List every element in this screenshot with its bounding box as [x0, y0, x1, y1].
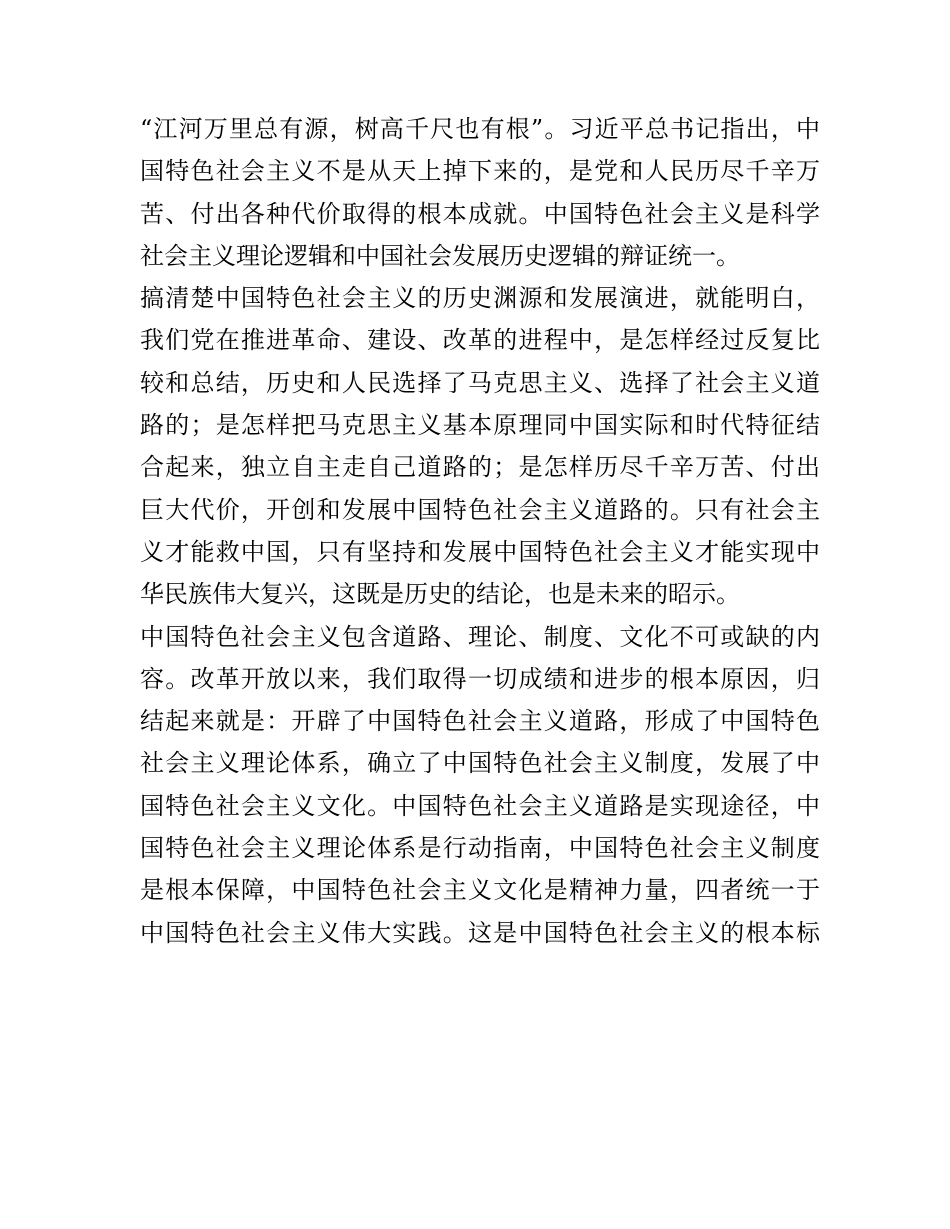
text-line: 国特色社会主义文化。中国特色社会主义道路是实现途径，中 — [140, 791, 820, 820]
text-line: “江河万里总有源，树高千尺也有根”。习近平总书记指出，中 — [140, 115, 820, 143]
text-line: 我们党在推进革命、建设、改革的进程中，是怎样经过反复比 — [140, 326, 820, 355]
text-line: 路的；是怎样把马克思主义基本原理同中国实际和时代特征结 — [140, 411, 820, 440]
text-line: 中国特色社会主义伟大实践。这是中国特色社会主义的根本标 — [140, 918, 820, 947]
text-line: 社会主义理论体系，确立了中国特色社会主义制度，发展了中 — [140, 749, 820, 778]
text-line: 是根本保障，中国特色社会主义文化是精神力量，四者统一于 — [140, 876, 820, 905]
text-line: 华民族伟大复兴，这既是历史的结论，也是未来的昭示。 — [140, 580, 740, 609]
text-line: 较和总结，历史和人民选择了马克思主义、选择了社会主义道 — [140, 368, 820, 397]
text-line: 搞清楚中国特色社会主义的历史渊源和发展演进，就能明白， — [140, 284, 820, 313]
text-line: 苦、付出各种代价取得的根本成就。中国特色社会主义是科学 — [140, 199, 820, 228]
text-line: 国特色社会主义不是从天上掉下来的，是党和人民历尽千辛万 — [140, 157, 820, 186]
body-text — [140, 108, 820, 954]
text-line: 中国特色社会主义包含道路、理论、制度、文化不可或缺的内 — [140, 622, 820, 651]
text-line: 义才能救中国，只有坚持和发展中国特色社会主义才能实现中 — [140, 537, 820, 566]
text-line: 容。改革开放以来，我们取得一切成绩和进步的根本原因，归 — [140, 664, 820, 693]
text-line: 合起来，独立自主走自己道路的；是怎样历尽千辛万苦、付出 — [140, 453, 820, 482]
text-line: 社会主义理论逻辑和中国社会发展历史逻辑的辩证统一。 — [140, 241, 740, 270]
text-line: 巨大代价，开创和发展中国特色社会主义道路的。只有社会主 — [140, 495, 820, 524]
text-line: 结起来就是：开辟了中国特色社会主义道路，形成了中国特色 — [140, 707, 820, 736]
text-line: 国特色社会主义理论体系是行动指南，中国特色社会主义制度 — [140, 834, 820, 863]
